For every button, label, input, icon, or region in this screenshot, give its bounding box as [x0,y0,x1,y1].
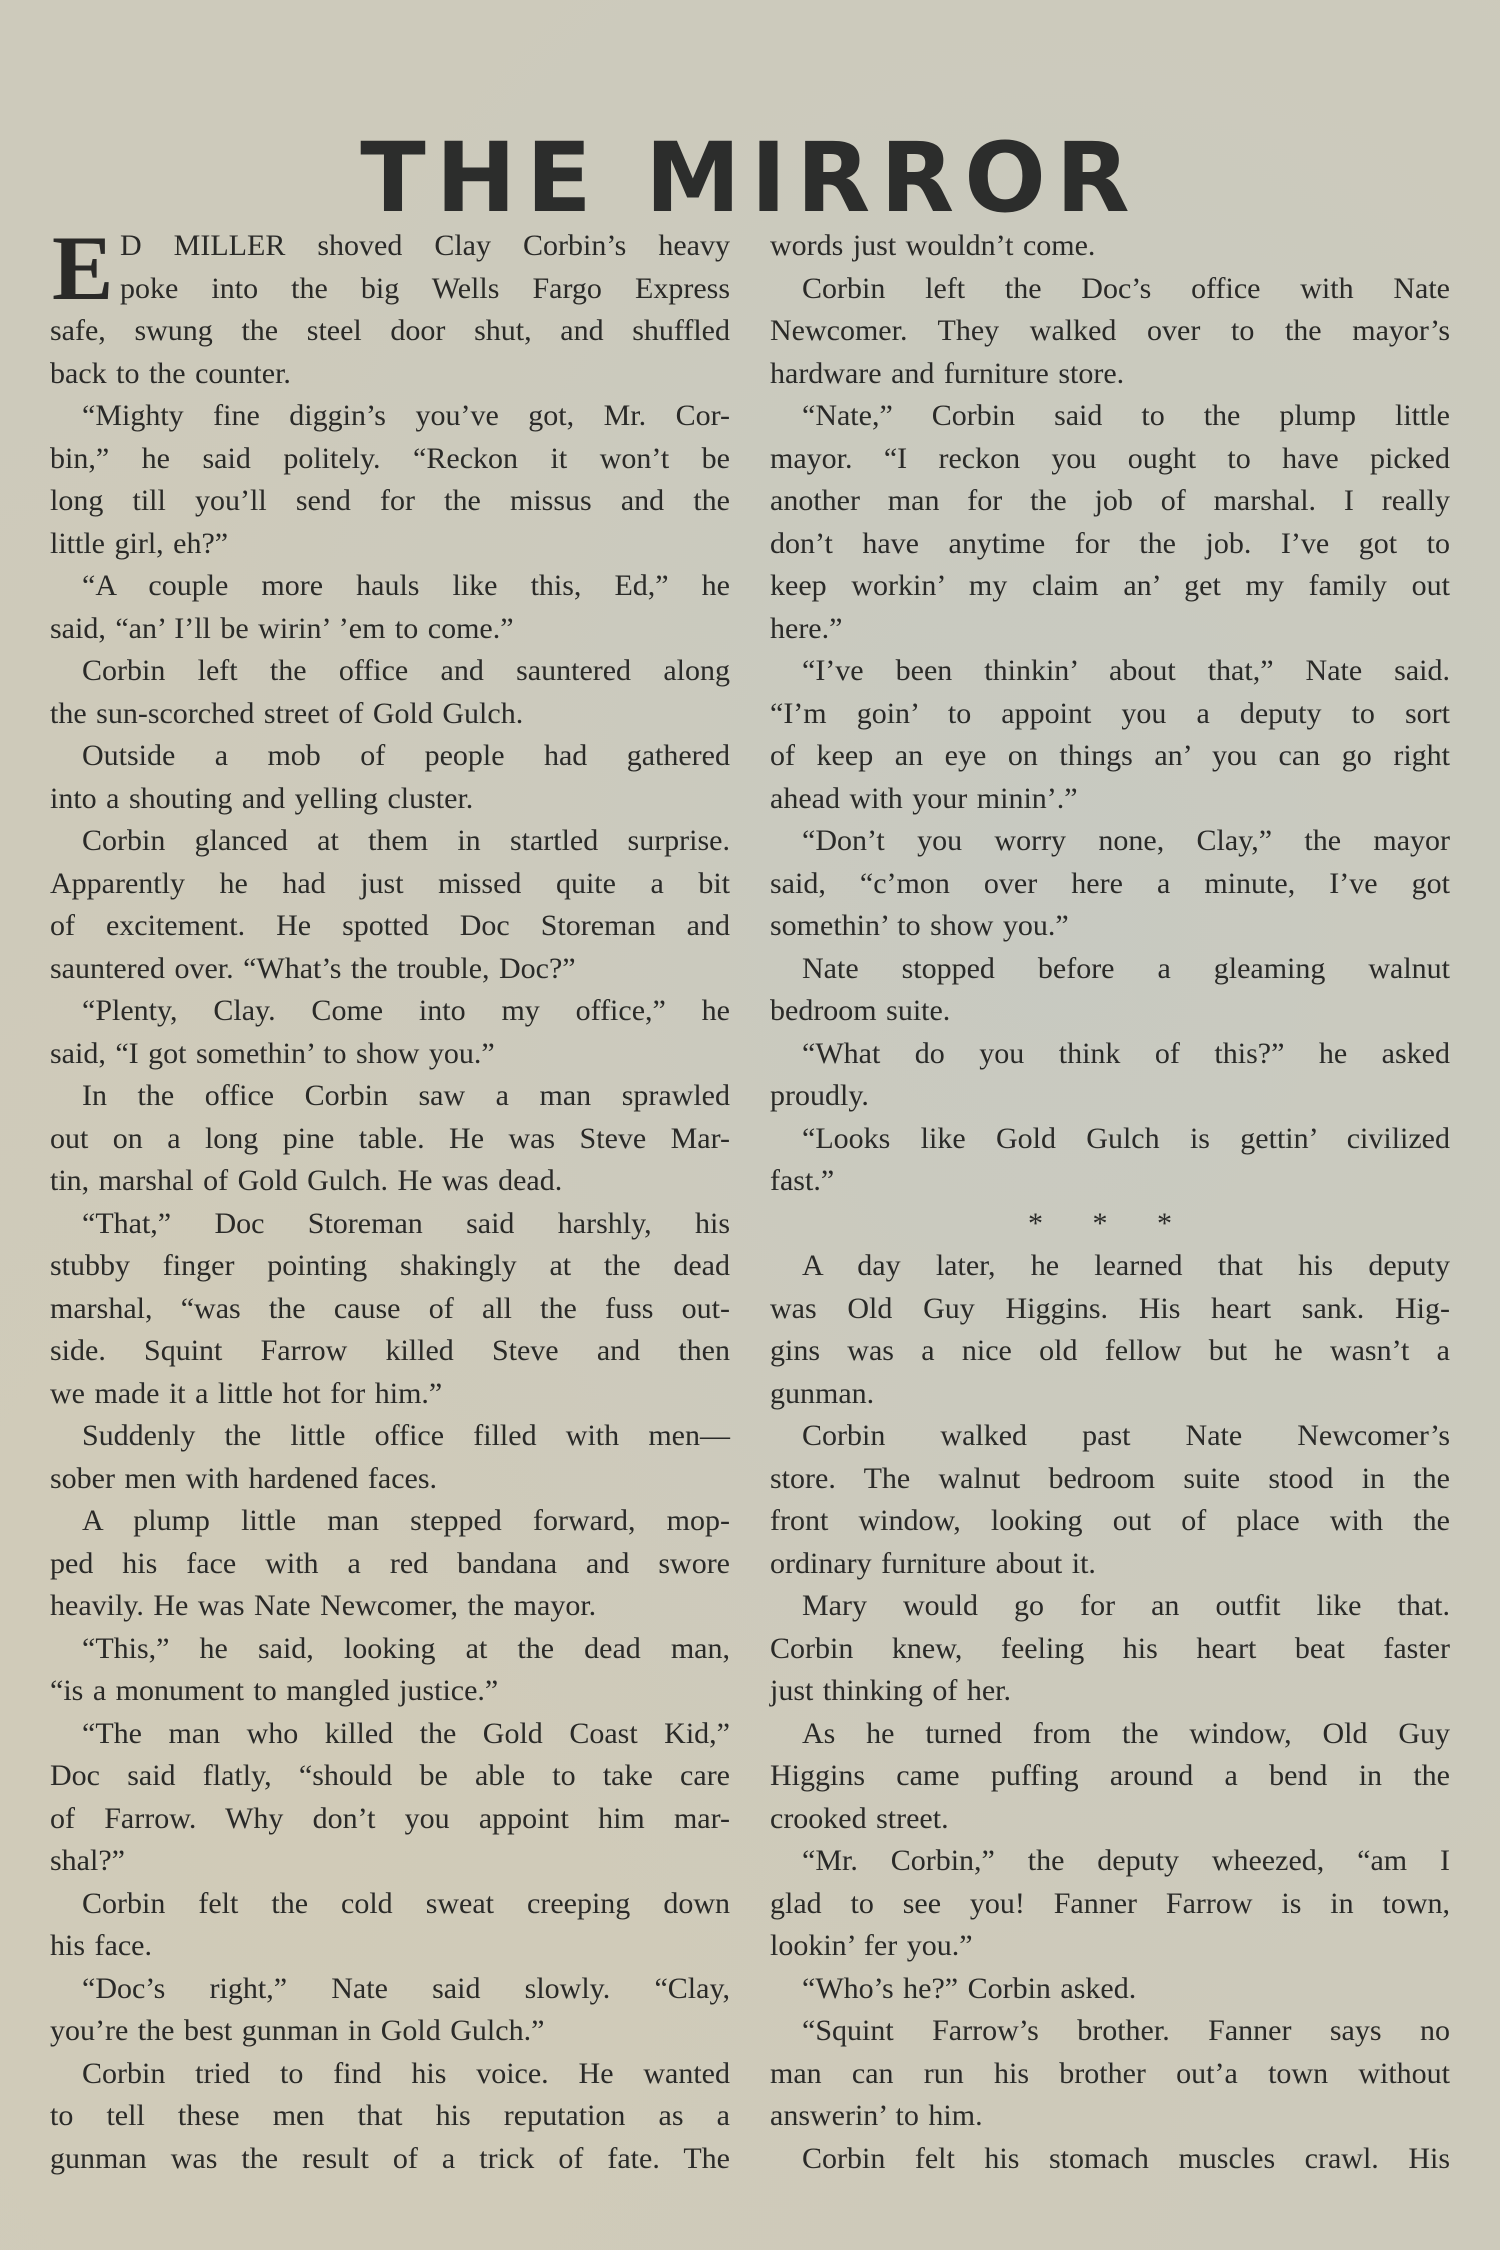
text-line: his face. [50,1929,152,1962]
paragraph [50,1075,730,1203]
text-line: said, “an’ I’ll be wirin’ ’em to come.” [50,611,514,645]
text-line: “I’ve been thinkin’ about that,” Nate said. [802,654,1450,687]
text-line: fast.” [770,1164,835,1197]
paragraph [50,820,730,990]
text-line: proudly. [770,1079,869,1112]
text-line: answerin’ to him. [770,2099,983,2132]
text-line: “Mighty fine diggin’s you’ve got, Mr. Cor- [82,399,730,432]
text-line: words just wouldn’t come. [770,229,1096,262]
paragraph [50,990,730,1075]
text-line: hardware and furniture store. [770,356,1125,390]
text-line: side. Squint Farrow killed Steve and then [50,1334,730,1367]
paragraph [50,2053,730,2181]
text-line: Corbin felt his stomach muscles crawl. His [802,2141,1450,2175]
text-line: “This,” he said, looking at the dead man, [82,1631,730,1665]
text-line: Nate stopped before a gleaming walnut [802,951,1450,985]
text-line: the sun-scorched street of Gold Gulch. [50,696,524,730]
text-line: “Don’t you worry none, Clay,” the mayor [802,824,1450,857]
text-line: “Nate,” Corbin said to the plump little [802,399,1450,432]
text-line: “That,” Doc Storeman said harshly, his [82,1206,730,1240]
text-line: Higgins came puffing around a bend in the [770,1759,1450,1792]
paragraph [50,735,730,820]
text-line: to tell these men that his reputation as a [50,2099,730,2132]
text-line: back to the counter. [50,356,291,390]
text-line: we made it a little hot for him.” [50,1376,443,1410]
text-line: “Doc’s right,” Nate said slowly. “Clay, [82,1971,730,2005]
text-line: mayor. “I reckon you ought to have picked [770,441,1450,475]
text-line: out on a long pine table. He was Steve Mar- [50,1121,730,1155]
text-line: of Farrow. Why don’t you appoint him mar- [50,1801,730,1835]
text-line: “Mr. Corbin,” the deputy wheezed, “am I [802,1844,1450,1877]
drop-cap: E [52,217,114,319]
text-line: D MILLER shoved Clay Corbin’s heavy [120,229,730,262]
paragraph [50,1415,730,1500]
paragraph [770,650,1450,820]
text-line: Corbin tried to find his voice. He wanted [82,2056,730,2090]
text-line: marshal, “was the cause of all the fuss out- [50,1291,730,1325]
text-line: glad to see you! Fanner Farrow is in town, [770,1886,1450,1920]
text-line: “Who’s he?” Corbin asked. [802,1971,1137,2005]
text-line: poke into the big Wells Fargo Express [120,271,730,305]
paragraph [770,1415,1450,1585]
text-line: store. The walnut bedroom suite stood in the [770,1461,1450,1495]
paragraph [50,1203,730,1416]
paragraph [770,1118,1450,1203]
text-line: gins was a nice old fellow but he wasn’t a [770,1334,1450,1367]
paragraph [770,948,1450,1033]
paragraph [50,565,730,650]
paragraph [50,1628,730,1713]
text-line: Corbin left the Doc’s office with Nate [802,271,1450,305]
paragraph [770,2138,1450,2181]
text-line: sober men with hardened faces. [50,1461,438,1495]
paragraph [770,1033,1450,1118]
text-line: Corbin knew, feeling his heart beat faster [770,1631,1450,1665]
text-line: bin,” he said politely. “Reckon it won’t be [50,441,730,475]
text-line: here.” [770,611,843,645]
text-line: Suddenly the little office filled with men— [82,1419,730,1452]
text-line: “I’m goin’ to appoint you a deputy to sort [770,696,1450,730]
text-line: don’t have anytime for the job. I’ve got to [770,526,1450,560]
text-line: stubby finger pointing shakingly at the dead [50,1249,730,1282]
text-line: gunman was the result of a trick of fate. The [50,2141,730,2175]
text-line: was Old Guy Higgins. His heart sank. Hig- [770,1291,1450,1325]
paragraph [770,1968,1450,2011]
text-line: Doc said flatly, “should be able to take care [50,1759,730,1792]
text-line: Corbin left the office and sauntered along [82,654,730,687]
paragraph [770,820,1450,948]
text-line: front window, looking out of place with the [770,1504,1450,1537]
paragraph [770,225,1450,268]
text-line: ped his face with a red bandana and swore [50,1546,730,1580]
paragraph [50,650,730,735]
text-line: A plump little man stepped forward, mop- [82,1504,730,1537]
paragraph [770,1840,1450,1968]
paragraph [50,1713,730,1883]
left-column [50,225,730,2180]
text-line: * * * [1028,1206,1192,1240]
text-line: “Squint Farrow’s brother. Fanner says no [802,2014,1450,2047]
text-line: of excitement. He spotted Doc Storeman and [50,909,730,942]
text-line: into a shouting and yelling cluster. [50,781,474,815]
paragraph [770,2010,1450,2138]
text-line: Corbin felt the cold sweat creeping down [82,1886,730,1920]
text-line: little girl, eh?” [50,526,229,560]
text-line: another man for the job of marshal. I really [770,484,1450,517]
paragraph [770,1585,1450,1713]
text-line: Outside a mob of people had gathered [82,739,730,772]
text-line: just thinking of her. [770,1674,1011,1707]
text-line: tin, marshal of Gold Gulch. He was dead. [50,1164,563,1197]
text-line: gunman. [770,1376,875,1410]
text-line: keep workin’ my claim an’ get my family out [770,569,1450,602]
text-line: ahead with your minin’.” [770,781,1078,815]
text-line: long till you’ll send for the missus and the [50,484,730,517]
text-line: As he turned from the window, Old Guy [802,1716,1450,1750]
paragraph [770,395,1450,650]
text-line: “The man who killed the Gold Coast Kid,” [82,1716,730,1750]
paragraph [50,1968,730,2053]
text-line: bedroom suite. [770,994,951,1027]
text-line: Corbin glanced at them in startled surprise. [82,824,730,857]
text-line: crooked street. [770,1801,949,1835]
text-line: ordinary furniture about it. [770,1546,1096,1580]
text-line: sauntered over. “What’s the trouble, Doc?” [50,951,576,985]
text-line: you’re the best gunman in Gold Gulch.” [50,2014,545,2047]
text-line: A day later, he learned that his deputy [802,1249,1450,1282]
paragraph [770,268,1450,396]
paragraph [50,1883,730,1968]
text-line: Mary would go for an outfit like that. [802,1589,1450,1622]
text-line: “Looks like Gold Gulch is gettin’ civilized [802,1121,1450,1155]
text-line: said, “I got somethin’ to show you.” [50,1036,495,1070]
text-line: of keep an eye on things an’ you can go right [770,739,1450,772]
text-line: “is a monument to mangled justice.” [50,1674,499,1707]
paragraph [50,395,730,565]
text-line: safe, swung the steel door shut, and shuffled [50,314,730,347]
right-column [770,225,1450,2180]
text-line: lookin’ fer you.” [770,1929,973,1962]
text-line: “Plenty, Clay. Come into my office,” he [82,994,730,1027]
paragraph [50,225,730,395]
text-line: “A couple more hauls like this, Ed,” he [82,569,730,602]
text-line: said, “c’mon over here a minute, I’ve got [770,866,1450,900]
text-line: Corbin walked past Nate Newcomer’s [802,1419,1450,1452]
paragraph [50,1500,730,1628]
text-line: “What do you think of this?” he asked [802,1036,1450,1070]
text-line: heavily. He was Nate Newcomer, the mayor. [50,1589,597,1622]
text-line: Newcomer. They walked over to the mayor’s [770,314,1450,347]
text-line: man can run his brother out’a town without [770,2056,1450,2090]
paragraph [770,1713,1450,1841]
text-line: somethin’ to show you.” [770,909,1069,942]
story-title: THE MIRROR [360,122,1140,235]
text-line: Apparently he had just missed quite a bit [50,866,730,900]
text-line: In the office Corbin saw a man sprawled [82,1079,730,1112]
paragraph [770,1203,1450,1246]
text-line: shal?” [50,1844,125,1877]
paragraph [770,1245,1450,1415]
